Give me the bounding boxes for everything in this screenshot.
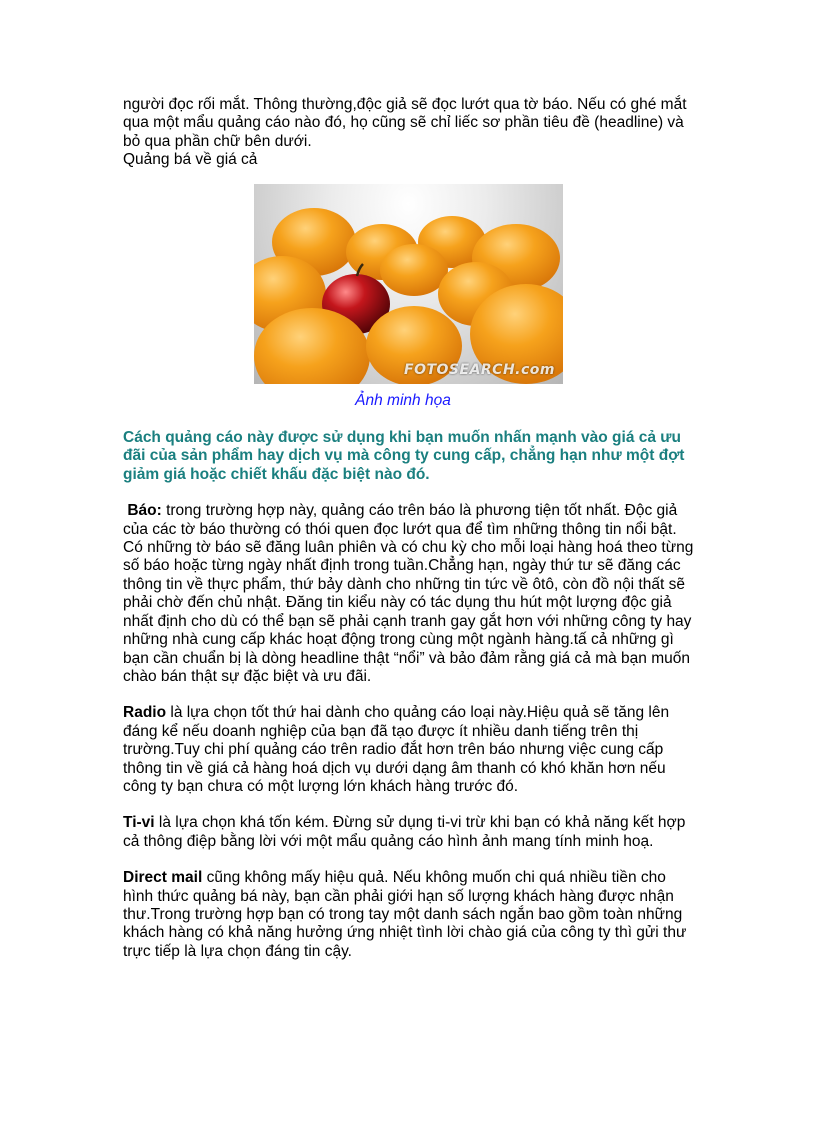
highlight-paragraph: Cách quảng cáo này được sử dụng khi bạn muốn nhấn mạnh vào giá cả ưu đãi của sản phẩm hay dịch vụ mà công ty cung cấp, chẳng hạn như một đợt giảm giá hoặc chiết khấu đặc biệt nào đó. — [123, 429, 685, 483]
watermark-text: FOTOSEARCH.com — [404, 362, 555, 379]
subheading: Quảng bá về giá cả — [123, 151, 258, 169]
section-text: là lựa chọn tốt thứ hai dành cho quảng cáo loại này.Hiệu quả sẽ tăng lên đáng kể nếu doanh nghiệp của bạn đã tạo được ít nhiều danh tiếng trên thị trường.Tuy chi phí quảng cáo trên radio đắt hơn trên báo nhưng việc cung cấp thông tin về giá cả hàng hoá dịch vụ dưới dạng âm thanh có khó khăn hơn nếu công ty bạn chưa có một lượng lớn khách hàng trước đó. — [123, 704, 670, 795]
section-text: là lựa chọn khá tốn kém. Đừng sử dụng ti-vi trừ khi bạn có khả năng kết hợp cả thông điệp bằng lời với một mẩu quảng cáo hình ảnh mang tính minh hoạ. — [123, 814, 686, 850]
section-lead: Ti-vi — [123, 814, 155, 832]
section-direct-mail — [123, 869, 695, 961]
document-page — [123, 96, 695, 961]
section-lead: Direct mail — [123, 869, 203, 887]
section-text: cũng không mấy hiệu quả. Nếu không muốn chi quá nhiều tiền cho hình thức quảng bá này, bạn cần phải giới hạn số lượng khách hàng được nhận thư.Trong trường hợp bạn có trong tay một danh sách ngắn bao gồm toàn những khách hàng có khả năng hưởng ứng nhiệt tình lời chào giá của công ty thì gửi thư trực tiếp là lựa chọn đáng tin cậy. — [123, 869, 687, 960]
section-lead: Radio — [123, 704, 167, 722]
intro-paragraph: người đọc rối mắt. Thông thường,độc giả sẽ đọc lướt qua tờ báo. Nếu có ghé mắt qua một mẩu quảng cáo nào đó, họ cũng sẽ chỉ liếc sơ phần tiêu đề (headline) và bỏ qua phần chữ bên dưới. — [123, 96, 687, 150]
illustration-image — [254, 184, 563, 384]
image-caption: Ảnh minh họa — [355, 391, 451, 409]
section-tv — [123, 814, 695, 851]
section-lead: Báo: — [127, 502, 162, 520]
section-text: trong trường hợp này, quảng cáo trên báo là phương tiện tốt nhất. Độc giả của các tờ báo thường có thói quen đọc lướt qua để tìm những thông tin nổi bật. Có những tờ báo sẽ đăng luân phiên và có chu kỳ cho mỗi loại hàng hoá theo từng số báo hoặc từng ngày nhất định trong tuần.Chẳng hạn, ngày thứ tư sẽ đăng các thông tin về thực phẩm, thứ bảy dành cho những tin tức về ôtô, còn đồ nội thất sẽ phải chờ đến chủ nhật. Đăng tin kiểu này có tác dụng thu hút một lượng độc giả nhất định cho dù có thể bạn sẽ phải cạnh tranh gay gắt hơn với những công ty hay những nhà cung cấp khác hoạt động trong cùng một ngành hàng.tấ cả những gì bạn cần chuẩn bị là dòng headline thật “nổi” và bảo đảm rằng giá cả mà bạn muốn chào bán thật sự đặc biệt và ưu đãi. — [123, 502, 694, 685]
oranges-apple-picture — [254, 184, 563, 384]
section-radio — [123, 704, 695, 796]
section-newspaper — [123, 502, 695, 686]
